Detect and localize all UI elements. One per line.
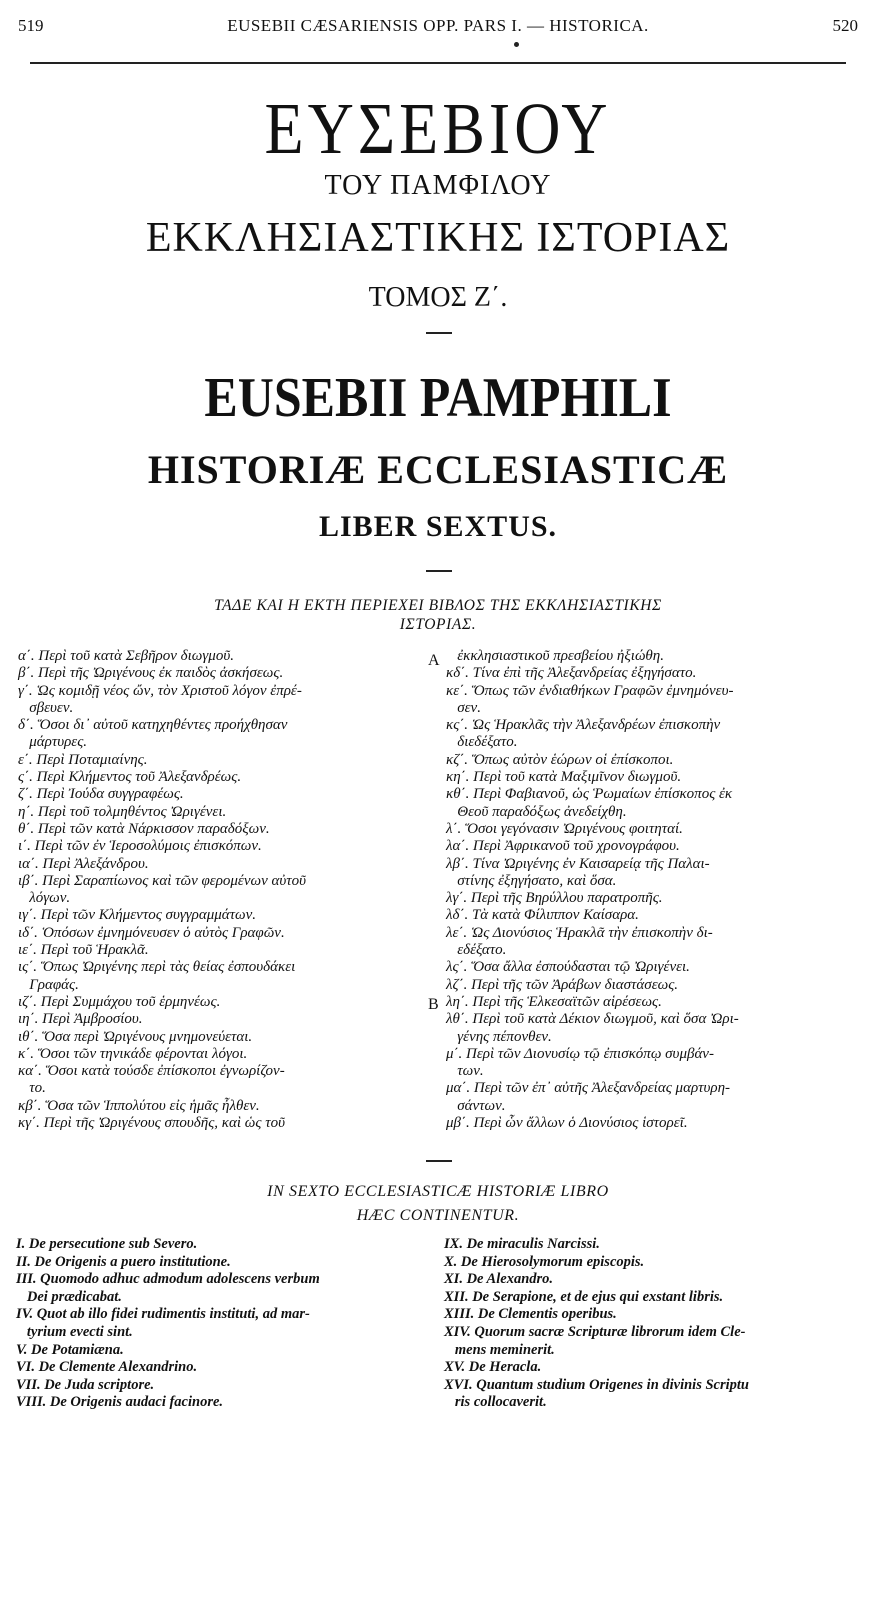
margin-letter-b: B	[428, 996, 439, 1013]
toc-entry: κδ΄. Τίνα ἐπὶ τῆς Ἀλεξανδρείας ἐξηγήσατο.	[446, 665, 697, 682]
toc-entry: σεν.	[446, 699, 481, 716]
toc-entry: VIII. De Origenis audaci facinore.	[16, 1394, 224, 1411]
latin-book: LIBER SEXTUS.	[318, 510, 558, 543]
latin-author-title: EUSEBII PAMPHILI	[204, 365, 672, 429]
latin-toc-heading-line: HÆC CONTINENTUR.	[356, 1207, 520, 1224]
toc-entry: α΄. Περὶ τοῦ κατὰ Σεβῆρον διωγμοῦ.	[18, 648, 234, 664]
toc-entry: κε΄. Ὅπως τῶν ἐνδιαθήκων Γραφῶν ἐμνημόνευ-	[446, 682, 734, 699]
margin-letter-a: A	[428, 652, 440, 669]
toc-entry: λδ΄. Τὰ κατὰ Φίλιππον Καίσαρα.	[446, 907, 639, 924]
toc-entry: XVI. Quantum studium Origenes in divinis Scriptu	[444, 1376, 749, 1393]
toc-entry: λε΄. Ὡς Διονύσιος Ἡρακλᾶ τὴν ἐπισκοπὴν δι-	[446, 924, 713, 941]
toc-entry: β΄. Περὶ τῆς Ὠριγένους ἐκ παιδὸς ἀσκήσεως.	[18, 665, 284, 682]
toc-entry: ris collocaverit.	[444, 1394, 547, 1411]
toc-entry: λβ΄. Τίνα Ὠριγένης ἐν Καισαρείᾳ τῆς Παλαι-	[446, 855, 710, 872]
toc-entry: το.	[18, 1080, 46, 1097]
divider-dash	[426, 570, 452, 572]
latin-toc-left-column	[16, 1236, 426, 1412]
toc-entry: mens meminerit.	[444, 1341, 555, 1358]
toc-entry: I. De persecutione sub Severo.	[16, 1236, 198, 1252]
toc-entry: λγ΄. Περὶ τῆς Βηρύλλου παρατροπῆς.	[446, 890, 663, 907]
toc-entry: II. De Origenis a puero institutione.	[16, 1253, 231, 1270]
toc-entry: ε΄. Περὶ Ποταμιαίνης.	[18, 751, 148, 768]
latin-work-title: HISTORIÆ ECCLESIASTICÆ	[147, 447, 729, 492]
toc-entry: λς΄. Ὅσα ἄλλα ἐσπούδασται τῷ Ὠριγένει.	[446, 959, 690, 976]
toc-entry: των.	[446, 1063, 484, 1080]
toc-entry: δ΄. Ὅσοι δι᾽ αὐτοῦ κατηχηθέντες προήχθησαν	[18, 717, 288, 734]
toc-entry: XV. De Heracla.	[444, 1359, 542, 1376]
greek-toc-left-column	[18, 648, 424, 1132]
toc-entry: λθ΄. Περὶ τοῦ κατὰ Δέκιον διωγμοῦ, καὶ ὅσα Ὠρι-	[446, 1011, 739, 1028]
page-number-left: 519	[18, 16, 44, 35]
divider-dash	[426, 332, 452, 334]
toc-entry: κβ΄. Ὅσα τῶν Ἱππολύτου εἰς ἡμᾶς ἦλθεν.	[18, 1097, 260, 1114]
toc-entry: κζ΄. Ὅπως αὐτὸν ἑώρων οἱ ἐπίσκοποι.	[446, 751, 674, 768]
toc-entry: γένης πέπονθεν.	[446, 1028, 552, 1045]
running-title: EUSEBII CÆSARIENSIS OPP. PARS I. — HISTORICA.	[227, 16, 649, 35]
toc-entry: η΄. Περὶ τοῦ τολμηθέντος Ὠριγένει.	[18, 803, 227, 820]
toc-entry: κθ΄. Περὶ Φαβιανοῦ, ὡς Ῥωμαίων ἐπίσκοπος ἐκ	[446, 786, 733, 803]
toc-entry: διεδέξατο.	[446, 734, 518, 751]
latin-toc-heading-line: IN SEXTO ECCLESIASTICÆ HISTORIÆ LIBRO	[267, 1183, 609, 1200]
toc-entry: Dei prædicabat.	[16, 1288, 122, 1305]
toc-entry: ζ΄. Περὶ Ἰούδα συγγραφέως.	[18, 786, 184, 803]
greek-toc-right-column	[446, 648, 858, 1132]
toc-entry: κη΄. Περὶ τοῦ κατὰ Μαξιμῖνον διωγμοῦ.	[446, 769, 682, 786]
latin-toc-heading	[0, 1180, 876, 1228]
header-rule	[30, 62, 846, 64]
toc-entry: ι΄. Περὶ τῶν ἐν Ἱεροσολύμοις ἐπισκόπων.	[18, 838, 262, 855]
toc-entry: X. De Hierosolymorum episcopis.	[444, 1253, 645, 1270]
toc-entry: ια΄. Περὶ Ἀλεξάνδρου.	[18, 855, 149, 872]
toc-entry: VI. De Clemente Alexandrino.	[16, 1359, 198, 1376]
greek-work-title: ΕΚΚΛΗΣΙΑΣΤΙΚΗΣ ΙΣΤΟΡΙΑΣ	[145, 215, 731, 261]
toc-entry: λ΄. Ὅσοι γεγόνασιν Ὠριγένους φοιτηταί.	[446, 820, 683, 837]
toc-entry: XI. De Alexandro.	[444, 1271, 554, 1288]
toc-entry: Γραφάς.	[18, 976, 79, 993]
toc-entry: μάρτυρες.	[18, 734, 88, 751]
page-number-right: 520	[832, 16, 858, 35]
printer-dot	[514, 42, 519, 47]
toc-entry: θ΄. Περὶ τῶν κατὰ Νάρκισσον παραδόξων.	[18, 820, 270, 837]
toc-entry: λζ΄. Περὶ τῆς τῶν Ἀράβων διαστάσεως.	[446, 976, 679, 993]
toc-entry: IX. De miraculis Narcissi.	[444, 1236, 600, 1252]
toc-entry: ιγ΄. Περὶ τῶν Κλήμεντος συγγραμμάτων.	[18, 907, 257, 924]
toc-entry: IV. Quot ab illo fidei rudimentis instituti, ad mar-	[16, 1306, 310, 1323]
toc-entry: VII. De Juda scriptore.	[16, 1376, 155, 1393]
greek-volume: ΤΟΜΟΣ Ζ΄.	[368, 282, 508, 313]
toc-entry: κς΄. Ὡς Ἡρακλᾶς τὴν Ἀλεξανδρέων ἐπισκοπὴν	[446, 717, 721, 734]
toc-entry: ιθ΄. Ὅσα περὶ Ὠριγένους μνημονεύεται.	[18, 1028, 253, 1045]
toc-entry: μα΄. Περὶ τῶν ἐπ᾽ αὐτῆς Ἀλεξανδρείας μαρτυρη-	[446, 1080, 731, 1097]
toc-entry: κγ΄. Περὶ τῆς Ὠριγένους σπουδῆς, καὶ ὡς τοῦ	[18, 1115, 285, 1132]
greek-epithet: ΤΟΥ ΠΑΜΦΙΛΟΥ	[324, 170, 552, 201]
toc-entry: ιζ΄. Περὶ Συμμάχου τοῦ ἑρμηνέως.	[18, 993, 221, 1010]
greek-toc-heading-line: ΙΣΤΟΡΙΑΣ.	[399, 616, 477, 633]
toc-entry: XIII. De Clementis operibus.	[444, 1306, 617, 1323]
toc-entry: εδέξατο.	[446, 942, 507, 959]
greek-toc-heading-line: ΤΑΔΕ ΚΑΙ Η ΕΚΤΗ ΠΕΡΙΕΧΕΙ ΒΙΒΛΟΣ ΤΗΣ ΕΚΚΛΗΣΙΑΣΤΙΚΗΣ	[214, 597, 662, 614]
toc-entry: λόγων.	[18, 890, 71, 907]
toc-entry: στίνης ἐξηγήσατο, καὶ ὅσα.	[446, 872, 617, 889]
running-head	[18, 16, 858, 40]
toc-entry: σάντων.	[446, 1097, 506, 1114]
toc-entry: ιε΄. Περὶ τοῦ Ἡρακλᾶ.	[18, 942, 149, 959]
toc-entry: ἐκκλησιαστικοῦ πρεσβείου ἠξιώθη.	[446, 648, 664, 664]
toc-entry: μ΄. Περὶ τῶν Διονυσίῳ τῷ ἐπισκόπῳ συμβάν-	[446, 1045, 714, 1062]
toc-entry: λη΄. Περὶ τῆς Ἑλκεσαϊτῶν αἱρέσεως.	[446, 993, 662, 1010]
toc-entry: XII. De Serapione, et de ejus qui exstant libris.	[444, 1288, 724, 1305]
latin-toc-right-column	[444, 1236, 864, 1412]
toc-entry: γ΄. Ὡς κομιδῇ νέος ὤν, τὸν Χριστοῦ λόγον ἐπρέ-	[18, 682, 302, 699]
toc-entry: κα΄. Ὅσοι κατὰ τούσδε ἐπίσκοποι ἐγνωρίζον-	[18, 1063, 285, 1080]
toc-entry: tyrium evecti sint.	[16, 1323, 133, 1340]
toc-entry: ιβ΄. Περὶ Σαραπίωνος καὶ τῶν φερομένων αὐτοῦ	[18, 872, 306, 889]
toc-entry: ιδ΄. Ὁπόσων ἐμνημόνευσεν ὁ αὐτὸς Γραφῶν.	[18, 924, 285, 941]
toc-entry: κ΄. Ὅσοι τῶν τηνικάδε φέρονται λόγοι.	[18, 1045, 248, 1062]
toc-entry: μβ΄. Περὶ ὧν ἄλλων ὁ Διονύσιος ἱστορεῖ.	[446, 1115, 688, 1132]
toc-entry: ς΄. Περὶ Κλήμεντος τοῦ Ἀλεξανδρέως.	[18, 769, 242, 786]
toc-entry: ιη΄. Περὶ Ἀμβροσίου.	[18, 1011, 143, 1028]
toc-entry: σβευεν.	[18, 699, 74, 716]
greek-toc-heading	[0, 596, 876, 634]
greek-author-title: ΕΥΣΕΒΙΟΥ	[264, 87, 612, 170]
divider-dash	[426, 1160, 452, 1162]
toc-entry: XIV. Quorum sacræ Scripturæ librorum idem Cle-	[444, 1323, 746, 1340]
toc-entry: III. Quomodo adhuc admodum adolescens verbum	[16, 1271, 320, 1288]
toc-entry: λα΄. Περὶ Ἀφρικανοῦ τοῦ χρονογράφου.	[446, 838, 680, 855]
toc-entry: ις΄. Ὅπως Ὠριγένης περὶ τὰς θείας ἐσπουδάκει	[18, 959, 296, 976]
toc-entry: Θεοῦ παραδόξως ἀνεδείχθη.	[446, 803, 627, 820]
toc-entry: V. De Potamiæna.	[16, 1341, 124, 1358]
